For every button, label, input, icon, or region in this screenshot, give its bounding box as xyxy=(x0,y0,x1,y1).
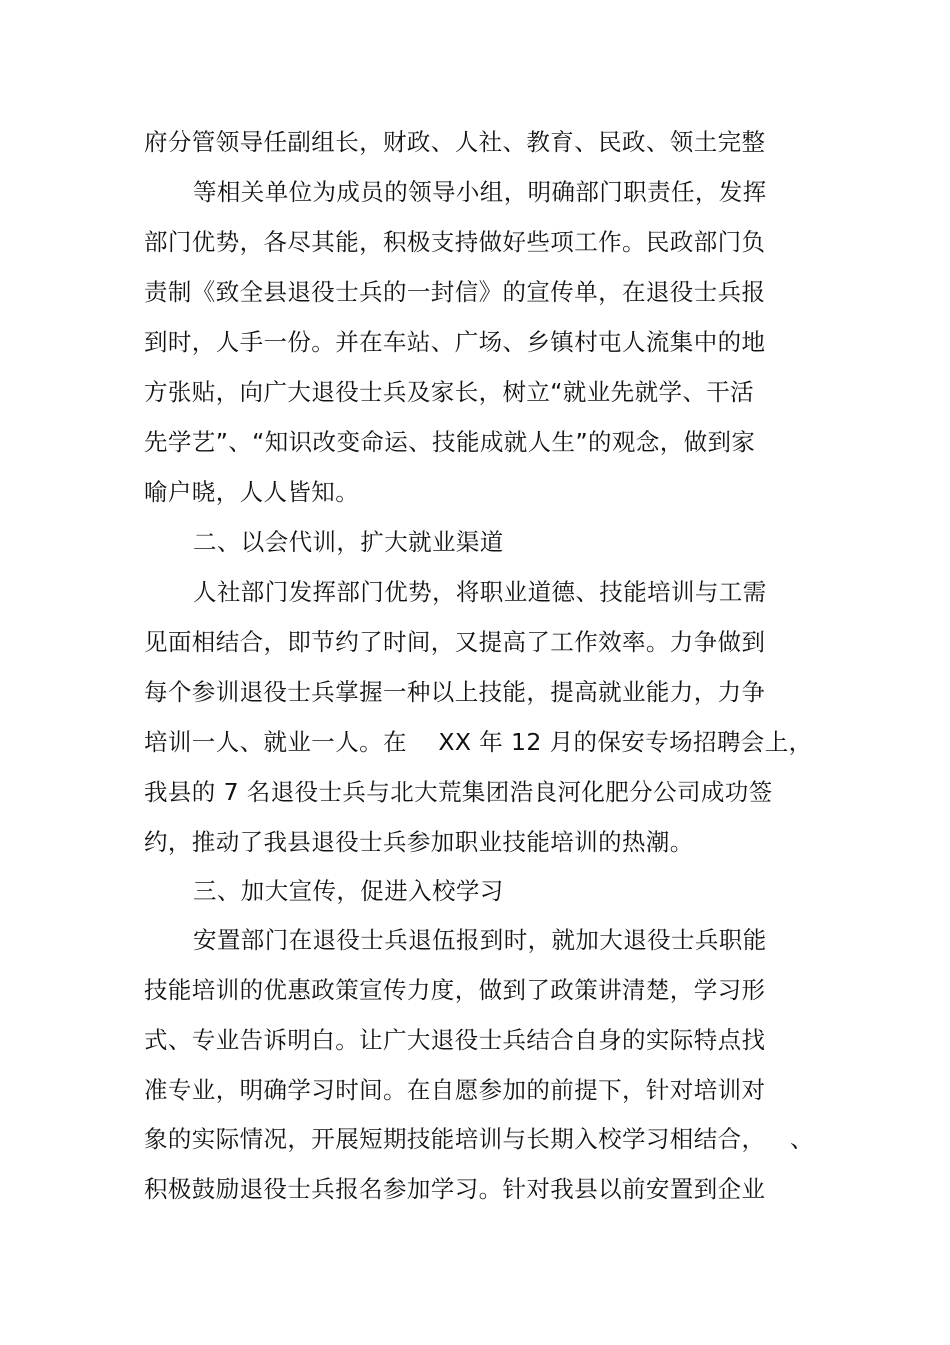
text-line: 等相关单位为成员的领导小组，明确部门职责任，发挥 xyxy=(193,178,767,206)
text-line: 培训一人、就业一人。在 XX 年 12 月的保安专场招聘会上， xyxy=(144,728,813,756)
text-line: 我县的 7 名退役士兵与北大荒集团浩良河化肥分公司成功签 xyxy=(144,778,773,806)
text-line: 府分管领导任副组长，财政、人社、教育、民政、领土完整 xyxy=(144,128,766,156)
text-line: 喻户晓，人人皆知。 xyxy=(144,478,360,506)
section-heading: 三、加大宣传，促进入校学习 xyxy=(193,877,504,905)
section-heading: 二、以会代训，扩大就业渠道 xyxy=(193,528,504,556)
text-line: 人社部门发挥部门优势，将职业道德、技能培训与工需 xyxy=(193,578,767,606)
text-line: 技能培训的优惠政策宣传力度，做到了政策讲清楚，学习形 xyxy=(144,976,766,1004)
text-line: 先学艺”、“知识改变命运、技能成就人生”的观念，做到家 xyxy=(144,428,756,456)
text-line: 见面相结合，即节约了时间，又提高了工作效率。力争做到 xyxy=(144,628,766,656)
text-line: 到时，人手一份。并在车站、广场、乡镇村屯人流集中的地 xyxy=(144,328,766,356)
text-line: 部门优势，各尽其能，积极支持做好些项工作。民政部门负 xyxy=(144,228,766,256)
text-line: 责制《致全县退役士兵的一封信》的宣传单，在退役士兵报 xyxy=(144,278,766,306)
text-line: 准专业，明确学习时间。在自愿参加的前提下，针对培训对 xyxy=(144,1076,766,1104)
stray-punctuation: 、 xyxy=(790,1125,814,1153)
text-line: 方张贴，向广大退役士兵及家长，树立“就业先就学、干活 xyxy=(144,378,755,406)
text-line: 约，推动了我县退役士兵参加职业技能培训的热潮。 xyxy=(144,828,694,856)
text-line: 每个参训退役士兵掌握一种以上技能，提高就业能力，力争 xyxy=(144,678,766,706)
text-line: 积极鼓励退役士兵报名参加学习。针对我县以前安置到企业 xyxy=(144,1175,766,1203)
text-line: 象的实际情况，开展短期技能培训与长期入校学习相结合， xyxy=(144,1125,766,1153)
text-line: 安置部门在退役士兵退伍报到时，就加大退役士兵职能 xyxy=(193,926,767,954)
text-line: 式、专业告诉明白。让广大退役士兵结合自身的实际特点找 xyxy=(144,1026,766,1054)
